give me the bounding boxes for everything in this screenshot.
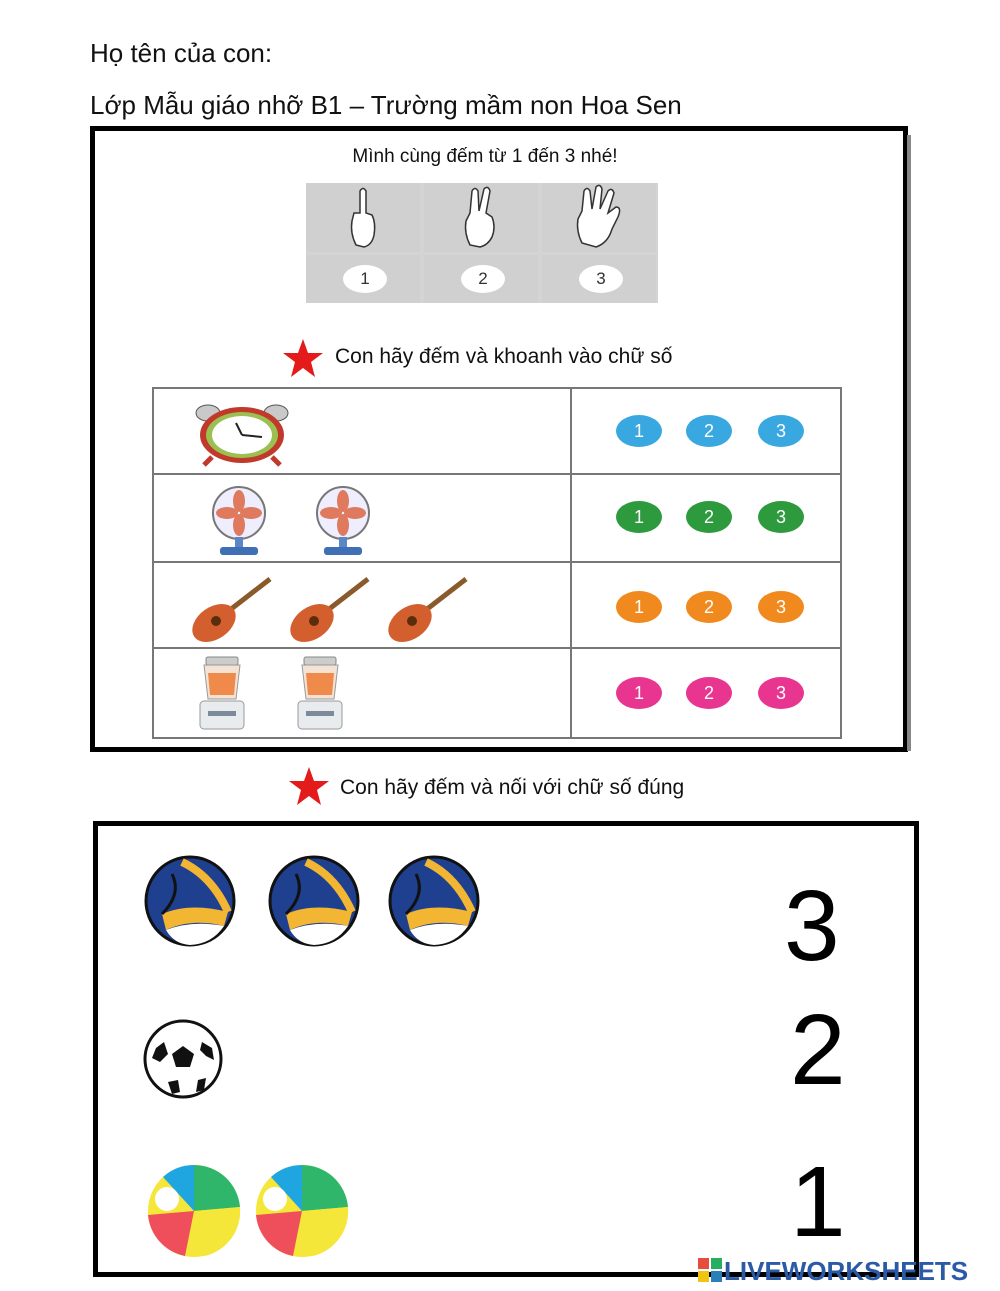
watermark-text: LIVEWORKSHEETS bbox=[724, 1256, 969, 1286]
guitar-option-2[interactable]: 2 bbox=[686, 591, 732, 623]
red-star-icon bbox=[282, 338, 324, 378]
alarm-clock-icon bbox=[192, 401, 292, 467]
exercise1-instruction: Con hãy đếm và khoanh vào chữ số bbox=[335, 345, 673, 368]
clock-option-3[interactable]: 3 bbox=[758, 415, 804, 447]
guitar-option-3[interactable]: 3 bbox=[758, 591, 804, 623]
match-number-1[interactable]: 1 bbox=[790, 1146, 846, 1258]
liveworksheets-logo-icon bbox=[698, 1258, 722, 1282]
match-number-2[interactable]: 2 bbox=[790, 994, 846, 1106]
number-pill-2: 2 bbox=[461, 265, 505, 293]
counting-title: Mình cùng đếm từ 1 đến 3 nhé! bbox=[352, 146, 618, 167]
two-finger-hand-icon bbox=[424, 183, 538, 252]
finger-counting-table bbox=[306, 183, 658, 303]
name-label: Họ tên của con: bbox=[90, 38, 273, 68]
exercise2-instruction: Con hãy đếm và nối với chữ số đúng bbox=[340, 776, 685, 799]
number-cell-2 bbox=[424, 255, 538, 303]
guitar-icon bbox=[284, 573, 374, 643]
red-star-icon bbox=[288, 766, 330, 806]
one-finger-cell bbox=[306, 183, 420, 252]
two-finger-cell bbox=[424, 183, 538, 252]
blender-option-2[interactable]: 2 bbox=[686, 677, 732, 709]
blender-icon bbox=[194, 655, 250, 733]
exercise1-row-fan bbox=[154, 477, 840, 563]
beach-ball-icon[interactable] bbox=[253, 1163, 351, 1259]
three-finger-hand-cell bbox=[542, 183, 656, 252]
volleyball-icon[interactable] bbox=[386, 854, 482, 948]
guitar-icon bbox=[186, 573, 276, 643]
three-finger-hand-icon bbox=[542, 183, 656, 252]
number-pill-1: 1 bbox=[343, 265, 387, 293]
one-finger-hand-icon bbox=[306, 183, 420, 252]
exercise1-grid bbox=[152, 387, 842, 739]
fan-icon bbox=[206, 485, 272, 557]
clock-option-1[interactable]: 1 bbox=[616, 415, 662, 447]
blender-option-3[interactable]: 3 bbox=[758, 677, 804, 709]
exercise1-row-clock bbox=[154, 389, 840, 475]
number-cell-3 bbox=[542, 255, 656, 303]
guitar-option-1[interactable]: 1 bbox=[616, 591, 662, 623]
clock-option-2[interactable]: 2 bbox=[686, 415, 732, 447]
volleyball-icon[interactable] bbox=[142, 854, 238, 948]
liveworksheets-watermark bbox=[698, 1256, 998, 1286]
soccer-ball-icon[interactable] bbox=[142, 1018, 224, 1100]
match-number-3[interactable]: 3 bbox=[784, 870, 840, 982]
fan-option-2[interactable]: 2 bbox=[686, 501, 732, 533]
fan-icon bbox=[310, 485, 376, 557]
number-pill-3: 3 bbox=[579, 265, 623, 293]
fan-option-3[interactable]: 3 bbox=[758, 501, 804, 533]
blender-option-1[interactable]: 1 bbox=[616, 677, 662, 709]
guitar-icon bbox=[382, 573, 472, 643]
volleyball-icon[interactable] bbox=[266, 854, 362, 948]
blender-icon bbox=[292, 655, 348, 733]
exercise1-row-guitar bbox=[154, 563, 840, 649]
class-line: Lớp Mẫu giáo nhỡ B1 – Trường mầm non Hoa Sen bbox=[90, 90, 682, 120]
fan-option-1[interactable]: 1 bbox=[616, 501, 662, 533]
beach-ball-icon[interactable] bbox=[145, 1163, 243, 1259]
exercise1-row-blender bbox=[154, 651, 840, 737]
number-cell-1 bbox=[306, 255, 420, 303]
